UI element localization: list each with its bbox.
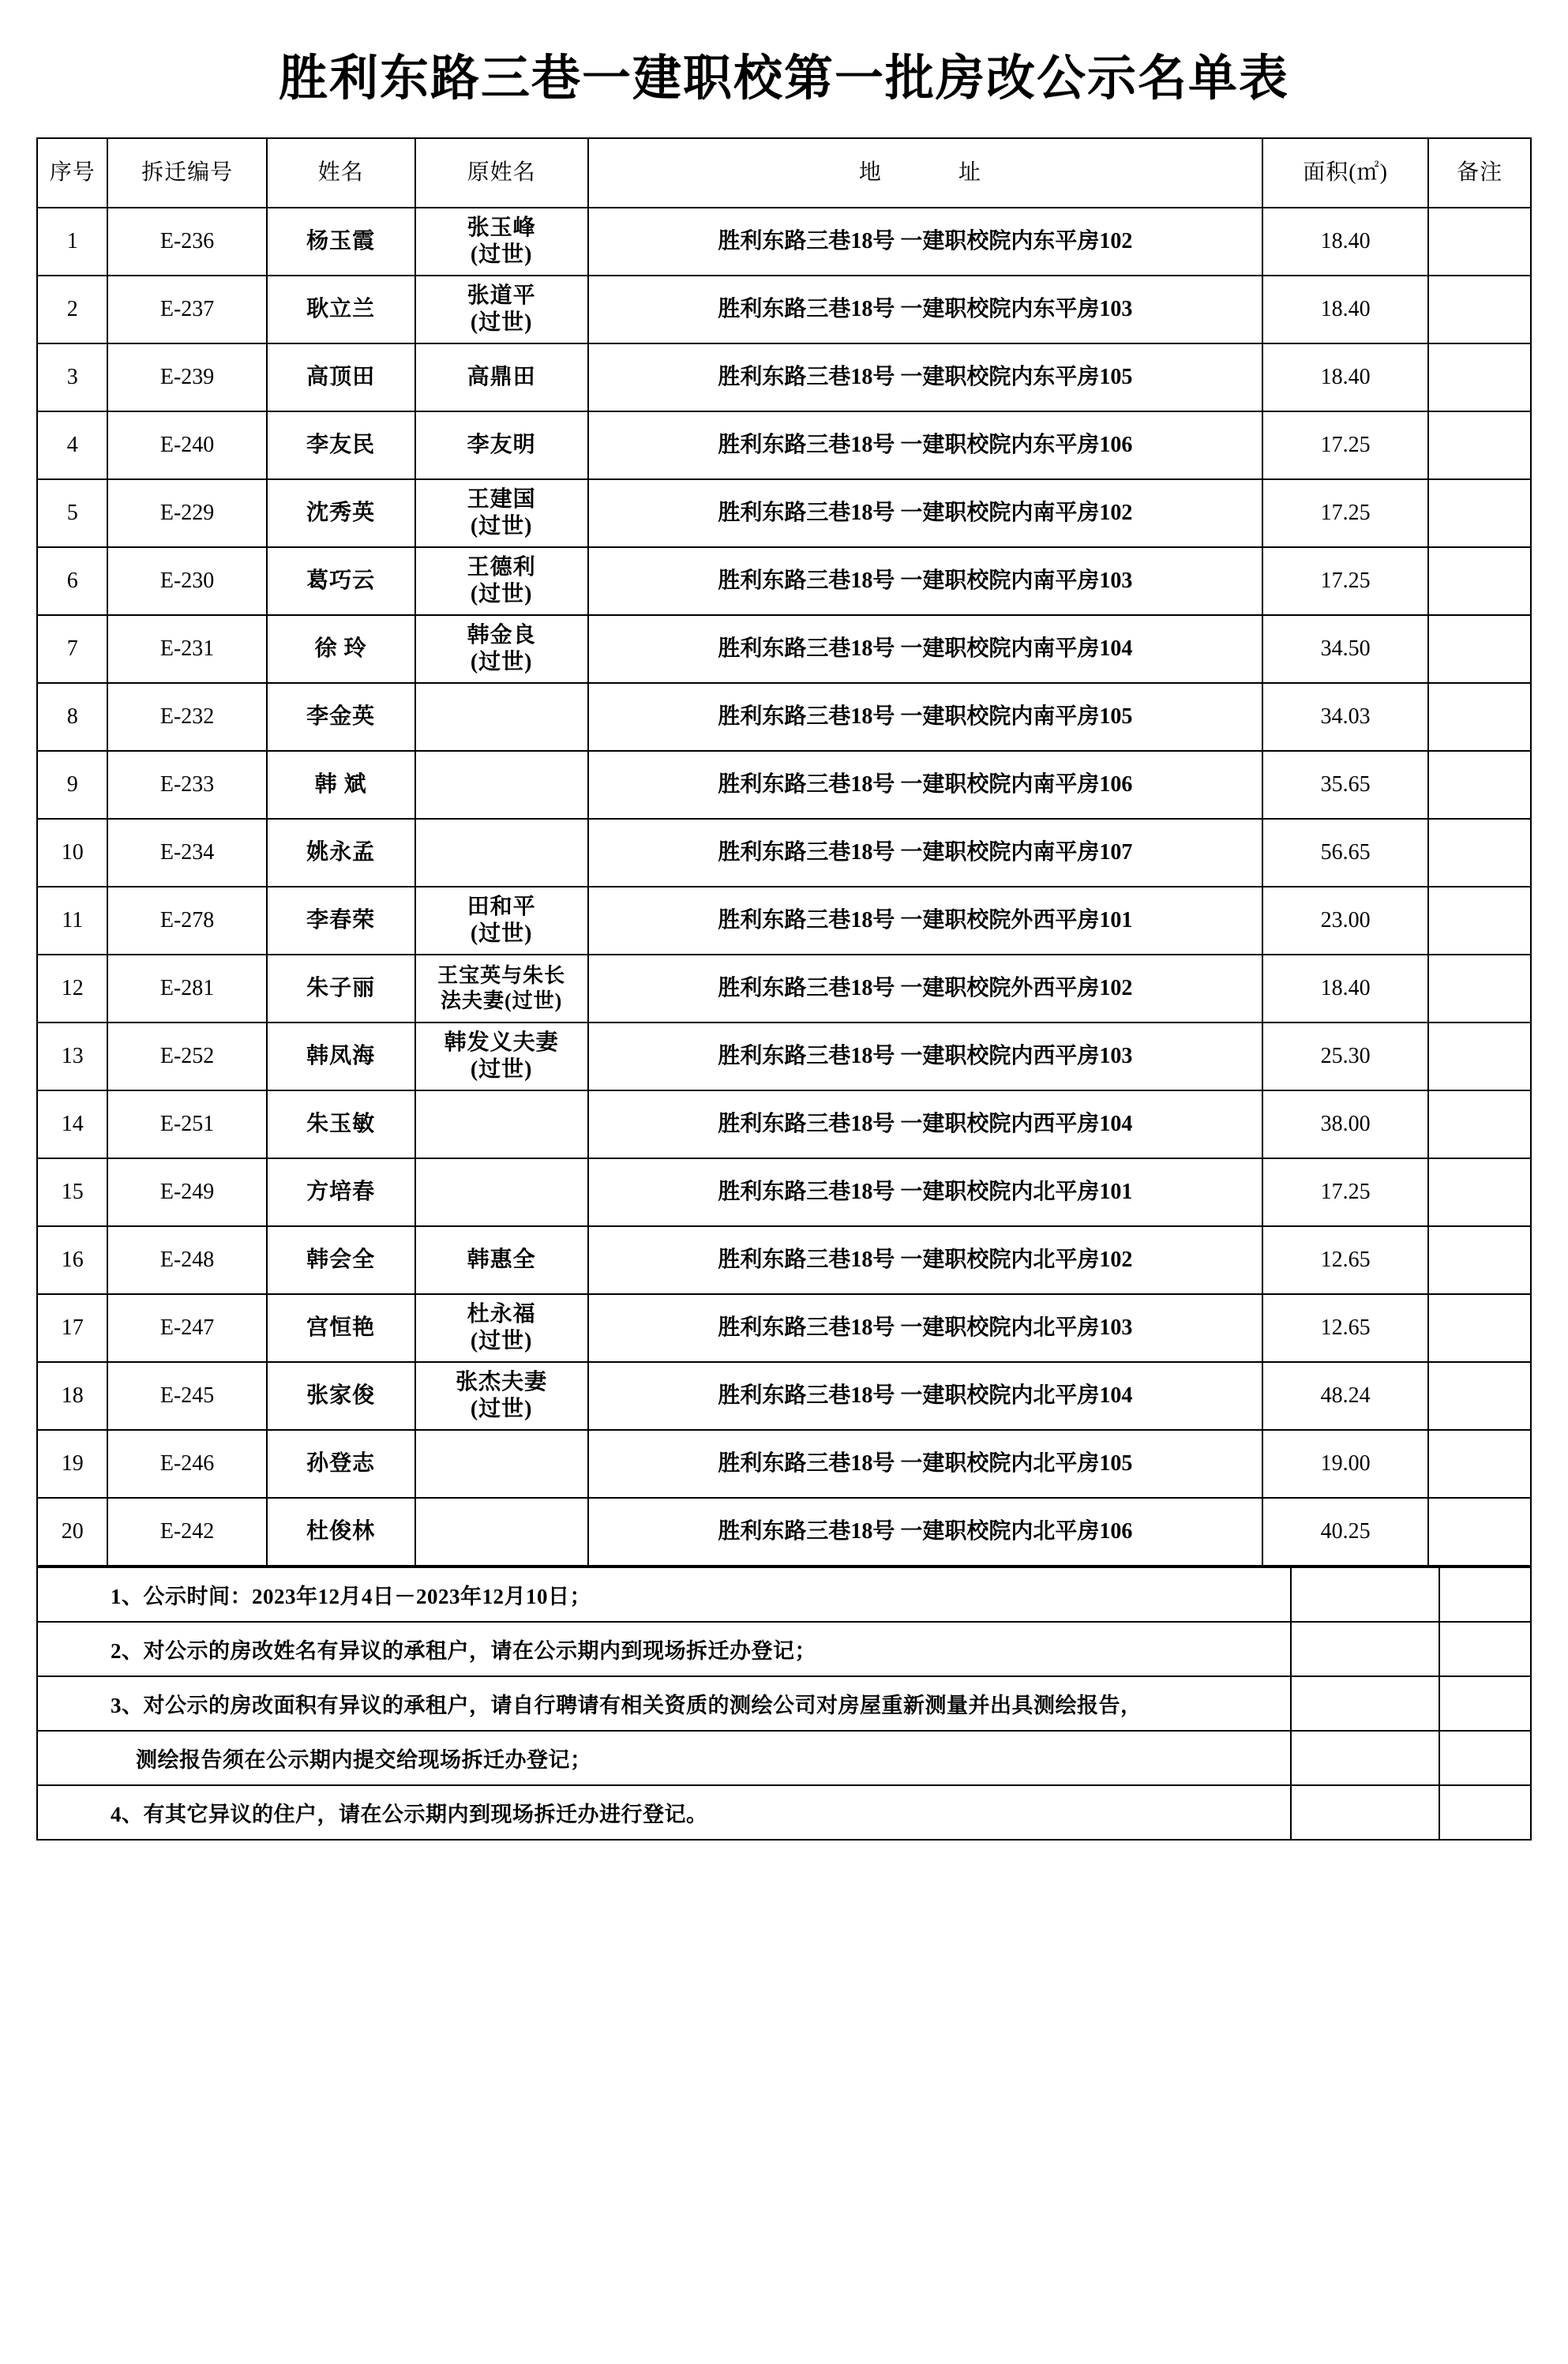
- cell-origin-name-line2: (过世): [470, 1328, 533, 1353]
- cell-code: E-231: [107, 615, 266, 683]
- cell-address: 胜利东路三巷18号 一建职校院外西平房101: [588, 887, 1262, 955]
- cell-origin-name: [415, 479, 588, 547]
- cell-origin-name-line1: 韩金良: [467, 622, 536, 647]
- note-pad: [1440, 1567, 1532, 1623]
- table-row: [37, 411, 1531, 479]
- note-pad: [1292, 1677, 1440, 1732]
- table-row: [37, 1294, 1531, 1362]
- cell-origin-name: [415, 887, 588, 955]
- cell-code: E-245: [107, 1362, 266, 1430]
- cell-code: E-236: [107, 208, 266, 276]
- cell-note: [1428, 1294, 1531, 1362]
- column-header-area: 面积(㎡): [1262, 138, 1428, 208]
- cell-seq: 19: [37, 1430, 107, 1498]
- note-text: 测绘报告须在公示期内提交给现场拆迁办登记；: [36, 1732, 1292, 1786]
- cell-name: 方培春: [267, 1158, 415, 1226]
- cell-origin-name-line1: 张道平: [467, 283, 536, 308]
- cell-note: [1428, 479, 1531, 547]
- notes-section: [36, 1567, 1532, 1841]
- cell-area: 18.40: [1262, 276, 1428, 343]
- cell-name: 李友民: [267, 411, 415, 479]
- column-header-note: 备注: [1428, 138, 1531, 208]
- cell-address: 胜利东路三巷18号 一建职校院内西平房103: [588, 1023, 1262, 1090]
- note-pad: [1440, 1623, 1532, 1677]
- column-header-seq: 序号: [37, 138, 107, 208]
- cell-note: [1428, 683, 1531, 751]
- table-row: [37, 615, 1531, 683]
- cell-code: E-248: [107, 1226, 266, 1294]
- cell-area: 38.00: [1262, 1090, 1428, 1158]
- cell-origin-name: [415, 276, 588, 343]
- cell-code: E-251: [107, 1090, 266, 1158]
- cell-code: E-242: [107, 1498, 266, 1566]
- cell-seq: 16: [37, 1226, 107, 1294]
- note-pad: [1292, 1623, 1440, 1677]
- cell-name: 沈秀英: [267, 479, 415, 547]
- cell-note: [1428, 411, 1531, 479]
- table-header-row: [37, 138, 1531, 208]
- cell-origin-name-line1: 田和平: [467, 894, 536, 919]
- cell-note: [1428, 343, 1531, 411]
- cell-seq: 18: [37, 1362, 107, 1430]
- cell-code: E-233: [107, 751, 266, 819]
- cell-origin-name-line2: (过世): [470, 1056, 533, 1082]
- cell-code: E-240: [107, 411, 266, 479]
- table-row: [37, 276, 1531, 343]
- cell-seq: 20: [37, 1498, 107, 1566]
- cell-origin-name-line2: (过世): [470, 242, 533, 267]
- cell-address: 胜利东路三巷18号 一建职校院内北平房101: [588, 1158, 1262, 1226]
- cell-area: 17.25: [1262, 1158, 1428, 1226]
- table-row: [37, 819, 1531, 887]
- cell-address: 胜利东路三巷18号 一建职校院内东平房105: [588, 343, 1262, 411]
- table-row: [37, 208, 1531, 276]
- cell-note: [1428, 1430, 1531, 1498]
- cell-code: E-252: [107, 1023, 266, 1090]
- cell-address: 胜利东路三巷18号 一建职校院内西平房104: [588, 1090, 1262, 1158]
- cell-note: [1428, 547, 1531, 615]
- note-row: [36, 1732, 1532, 1786]
- table-row: [37, 1498, 1531, 1566]
- cell-area: 40.25: [1262, 1498, 1428, 1566]
- cell-origin-name-line2: (过世): [470, 310, 533, 335]
- cell-note: [1428, 1158, 1531, 1226]
- cell-area: 23.00: [1262, 887, 1428, 955]
- cell-name: 李金英: [267, 683, 415, 751]
- table-row: [37, 1430, 1531, 1498]
- table-header: [37, 138, 1531, 208]
- cell-note: [1428, 1090, 1531, 1158]
- cell-name: 杨玉霞: [267, 208, 415, 276]
- cell-name: 韩 斌: [267, 751, 415, 819]
- cell-seq: 3: [37, 343, 107, 411]
- cell-origin-name: [415, 1158, 588, 1226]
- table-row: [37, 887, 1531, 955]
- cell-note: [1428, 615, 1531, 683]
- cell-area: 17.25: [1262, 479, 1428, 547]
- note-pad: [1292, 1567, 1440, 1623]
- cell-name: 耿立兰: [267, 276, 415, 343]
- cell-name: 朱子丽: [267, 955, 415, 1023]
- cell-name: 宫恒艳: [267, 1294, 415, 1362]
- cell-area: 18.40: [1262, 208, 1428, 276]
- cell-name: 张家俊: [267, 1362, 415, 1430]
- table-row: [37, 343, 1531, 411]
- cell-origin-name: [415, 1090, 588, 1158]
- table-row: [37, 547, 1531, 615]
- cell-origin-name-line1: 王宝英与朱长: [437, 963, 566, 987]
- cell-area: 18.40: [1262, 955, 1428, 1023]
- cell-name: 韩会全: [267, 1226, 415, 1294]
- cell-address: 胜利东路三巷18号 一建职校院内南平房107: [588, 819, 1262, 887]
- cell-name: 韩凤海: [267, 1023, 415, 1090]
- note-row: [36, 1677, 1532, 1732]
- cell-address: 胜利东路三巷18号 一建职校院内北平房103: [588, 1294, 1262, 1362]
- table-row: [37, 1158, 1531, 1226]
- cell-seq: 10: [37, 819, 107, 887]
- cell-code: E-232: [107, 683, 266, 751]
- cell-code: E-234: [107, 819, 266, 887]
- cell-origin-name: [415, 1023, 588, 1090]
- note-row: [36, 1623, 1532, 1677]
- cell-origin-name: 韩惠全: [415, 1226, 588, 1294]
- cell-area: 12.65: [1262, 1226, 1428, 1294]
- cell-address: 胜利东路三巷18号 一建职校院内南平房105: [588, 683, 1262, 751]
- cell-address: 胜利东路三巷18号 一建职校院内南平房103: [588, 547, 1262, 615]
- cell-name: 葛巧云: [267, 547, 415, 615]
- cell-seq: 1: [37, 208, 107, 276]
- cell-address: 胜利东路三巷18号 一建职校院内南平房106: [588, 751, 1262, 819]
- cell-origin-name-line1: 王德利: [467, 554, 536, 580]
- cell-origin-name: [415, 1294, 588, 1362]
- cell-area: 19.00: [1262, 1430, 1428, 1498]
- cell-address: 胜利东路三巷18号 一建职校院内北平房105: [588, 1430, 1262, 1498]
- cell-address: 胜利东路三巷18号 一建职校院内北平房104: [588, 1362, 1262, 1430]
- cell-origin-name: [415, 1498, 588, 1566]
- cell-name: 姚永孟: [267, 819, 415, 887]
- cell-note: [1428, 1226, 1531, 1294]
- cell-note: [1428, 819, 1531, 887]
- cell-area: 35.65: [1262, 751, 1428, 819]
- cell-address: 胜利东路三巷18号 一建职校院内东平房106: [588, 411, 1262, 479]
- cell-note: [1428, 1498, 1531, 1566]
- cell-origin-name-line1: 杜永福: [467, 1301, 536, 1326]
- cell-code: E-246: [107, 1430, 266, 1498]
- cell-origin-name: [415, 1362, 588, 1430]
- note-pad: [1440, 1732, 1532, 1786]
- cell-seq: 17: [37, 1294, 107, 1362]
- cell-area: 56.65: [1262, 819, 1428, 887]
- cell-seq: 9: [37, 751, 107, 819]
- cell-origin-name-line2: (过世): [470, 921, 533, 946]
- cell-origin-name: [415, 547, 588, 615]
- note-row: [36, 1567, 1532, 1623]
- note-text: 2、对公示的房改姓名有异议的承租户，请在公示期内到现场拆迁办登记；: [36, 1623, 1292, 1677]
- cell-seq: 15: [37, 1158, 107, 1226]
- cell-code: E-229: [107, 479, 266, 547]
- cell-code: E-247: [107, 1294, 266, 1362]
- cell-name: 孙登志: [267, 1430, 415, 1498]
- column-header-name: 姓名: [267, 138, 415, 208]
- cell-origin-name: [415, 1430, 588, 1498]
- cell-origin-name: 李友明: [415, 411, 588, 479]
- cell-area: 48.24: [1262, 1362, 1428, 1430]
- cell-seq: 2: [37, 276, 107, 343]
- cell-name: 朱玉敏: [267, 1090, 415, 1158]
- table-row: [37, 479, 1531, 547]
- note-pad: [1440, 1677, 1532, 1732]
- cell-note: [1428, 887, 1531, 955]
- note-row: [36, 1786, 1532, 1841]
- cell-note: [1428, 1023, 1531, 1090]
- table-row: [37, 1090, 1531, 1158]
- column-header-origin-name: 原姓名: [415, 138, 588, 208]
- cell-origin-name: [415, 208, 588, 276]
- table-row: [37, 1226, 1531, 1294]
- cell-origin-name-line2: (过世): [470, 649, 533, 674]
- cell-origin-name-line2: (过世): [470, 1396, 533, 1421]
- cell-note: [1428, 208, 1531, 276]
- cell-seq: 11: [37, 887, 107, 955]
- table-row: [37, 1362, 1531, 1430]
- note-pad: [1292, 1786, 1440, 1841]
- cell-origin-name-line2: (过世): [470, 581, 533, 606]
- cell-address: 胜利东路三巷18号 一建职校院内北平房102: [588, 1226, 1262, 1294]
- cell-code: E-237: [107, 276, 266, 343]
- cell-note: [1428, 1362, 1531, 1430]
- cell-seq: 4: [37, 411, 107, 479]
- cell-address: 胜利东路三巷18号 一建职校院外西平房102: [588, 955, 1262, 1023]
- note-text: 1、公示时间：2023年12月4日－2023年12月10日；: [36, 1567, 1292, 1623]
- cell-note: [1428, 276, 1531, 343]
- cell-area: 17.25: [1262, 411, 1428, 479]
- table-row: [37, 683, 1531, 751]
- note-text: 4、有其它异议的住户，请在公示期内到现场拆迁办进行登记。: [36, 1786, 1292, 1841]
- cell-code: E-230: [107, 547, 266, 615]
- housing-reform-table: [36, 137, 1532, 1567]
- note-text: 3、对公示的房改面积有异议的承租户，请自行聘请有相关资质的测绘公司对房屋重新测量并出具测绘报告，: [36, 1677, 1292, 1732]
- cell-area: 12.65: [1262, 1294, 1428, 1362]
- cell-seq: 13: [37, 1023, 107, 1090]
- cell-origin-name: [415, 683, 588, 751]
- cell-area: 25.30: [1262, 1023, 1428, 1090]
- cell-name: 李春荣: [267, 887, 415, 955]
- cell-code: E-249: [107, 1158, 266, 1226]
- note-pad: [1292, 1732, 1440, 1786]
- cell-code: E-281: [107, 955, 266, 1023]
- table-row: [37, 1023, 1531, 1090]
- cell-code: E-278: [107, 887, 266, 955]
- cell-seq: 12: [37, 955, 107, 1023]
- column-header-address: 地 址: [588, 138, 1262, 208]
- cell-name: 杜俊林: [267, 1498, 415, 1566]
- cell-origin-name: [415, 819, 588, 887]
- table-row: [37, 955, 1531, 1023]
- cell-origin-name: [415, 615, 588, 683]
- cell-origin-name-line1: 张玉峰: [467, 215, 536, 240]
- cell-origin-name: 高鼎田: [415, 343, 588, 411]
- cell-note: [1428, 751, 1531, 819]
- cell-seq: 7: [37, 615, 107, 683]
- cell-seq: 5: [37, 479, 107, 547]
- table-body: [37, 208, 1531, 1566]
- note-pad: [1440, 1786, 1532, 1841]
- cell-address: 胜利东路三巷18号 一建职校院内南平房104: [588, 615, 1262, 683]
- cell-name: 高顶田: [267, 343, 415, 411]
- cell-origin-name-line2: 法夫妻(过世): [440, 989, 563, 1012]
- cell-address: 胜利东路三巷18号 一建职校院内东平房103: [588, 276, 1262, 343]
- cell-origin-name: [415, 955, 588, 1023]
- cell-code: E-239: [107, 343, 266, 411]
- cell-seq: 8: [37, 683, 107, 751]
- cell-address: 胜利东路三巷18号 一建职校院内东平房102: [588, 208, 1262, 276]
- cell-seq: 14: [37, 1090, 107, 1158]
- cell-name: 徐 玲: [267, 615, 415, 683]
- cell-area: 17.25: [1262, 547, 1428, 615]
- cell-area: 34.03: [1262, 683, 1428, 751]
- cell-area: 34.50: [1262, 615, 1428, 683]
- table-row: [37, 751, 1531, 819]
- page-title: 胜利东路三巷一建职校第一批房改公示名单表: [278, 52, 1289, 106]
- cell-address: 胜利东路三巷18号 一建职校院内北平房106: [588, 1498, 1262, 1566]
- cell-area: 18.40: [1262, 343, 1428, 411]
- cell-origin-name-line1: 张杰夫妻: [456, 1369, 548, 1394]
- cell-origin-name: [415, 751, 588, 819]
- cell-note: [1428, 955, 1531, 1023]
- column-header-code: 拆迁编号: [107, 138, 266, 208]
- cell-origin-name-line1: 王建国: [467, 486, 536, 512]
- cell-seq: 6: [37, 547, 107, 615]
- cell-address: 胜利东路三巷18号 一建职校院内南平房102: [588, 479, 1262, 547]
- cell-origin-name-line2: (过世): [470, 513, 533, 538]
- cell-origin-name-line1: 韩发义夫妻: [444, 1030, 559, 1055]
